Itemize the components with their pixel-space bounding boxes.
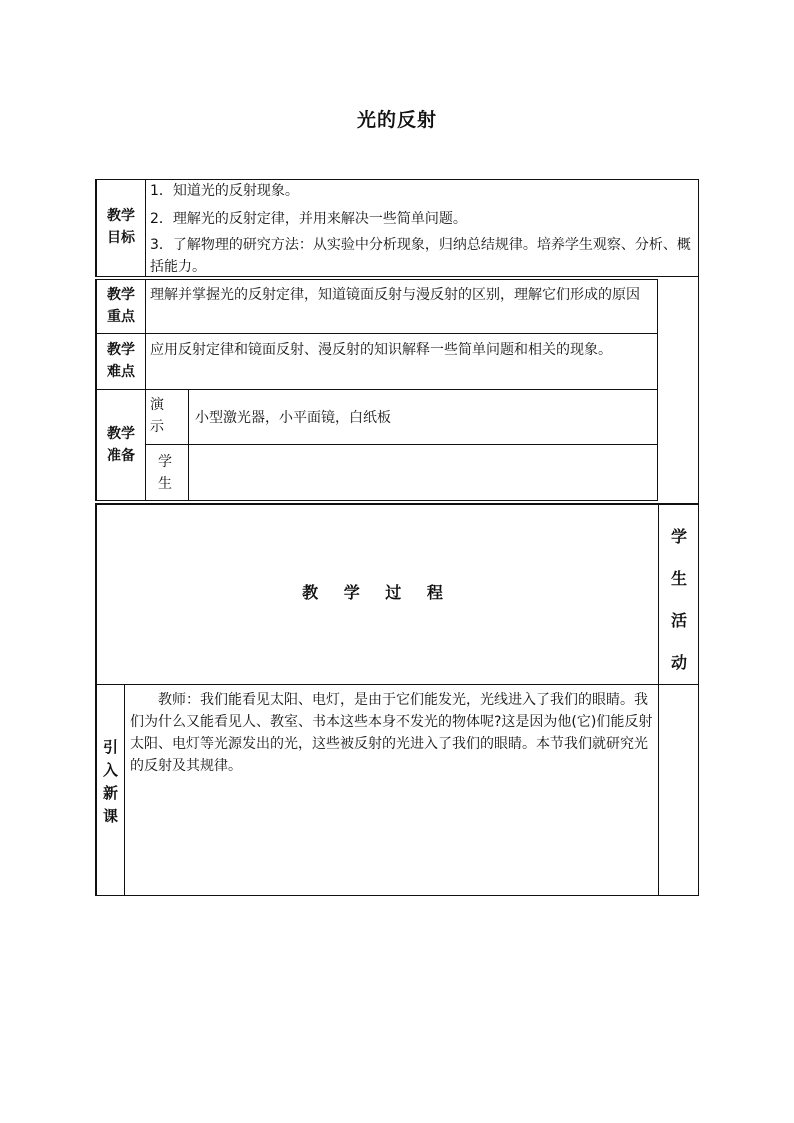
intro-label-char-3: 新 xyxy=(102,784,118,802)
student-activity-char-2: 生 xyxy=(670,569,687,588)
intro-label xyxy=(97,736,124,828)
demo-text: 小型激光器，小平面镜，白纸板 xyxy=(195,410,391,426)
objectives-item-1: 1．知道光的反射现象。 xyxy=(150,183,299,199)
student-activity-char-1: 学 xyxy=(670,527,687,546)
key-points-label-line1: 教学 xyxy=(107,287,135,303)
key-points-text: 理解并掌握光的反射定律，知道镜面反射与漫反射的区别，理解它们形成的原因 xyxy=(150,287,640,303)
preparation-label-line2: 准备 xyxy=(107,448,135,464)
objectives-label-line1: 教学 xyxy=(107,208,135,224)
demo-label-line1: 演 xyxy=(150,397,164,413)
difficulties-label xyxy=(97,339,145,383)
student-activity-char-3: 活 xyxy=(670,611,687,630)
key-points-label xyxy=(97,284,145,328)
student-label xyxy=(158,451,183,495)
intro-text: 教师：我们能看见太阳、电灯，是由于它们能发光，光线进入了我们的眼睛。我们为什么又能看见人、教室、书本这些本身不发光的物体呢?这是因为他(它)们能反射太阳、电灯等光源发出的光，这些被反射的光进入了我们的眼睛。本节我们就研究光的反射及其规律。 xyxy=(130,692,653,774)
key-points-label-line2: 重点 xyxy=(107,309,135,325)
intro-label-char-4: 课 xyxy=(102,807,118,825)
difficulties-text: 应用反射定律和镜面反射、漫反射的知识解释一些简单问题和相关的现象。 xyxy=(150,342,612,358)
difficulties-label-line2: 难点 xyxy=(107,364,135,380)
intro-label-char-1: 引 xyxy=(102,738,118,756)
objectives-item-2: 2．理解光的反射定律，并用来解决一些简单问题。 xyxy=(150,211,467,227)
document-title: 光的反射 xyxy=(356,109,437,131)
intro-label-char-2: 入 xyxy=(102,761,118,779)
objectives-label xyxy=(97,205,145,249)
process-heading: 教 学 过 程 xyxy=(302,583,453,602)
student-activity-char-4: 动 xyxy=(670,653,687,672)
student-label-line2: 生 xyxy=(158,476,172,492)
student-activity-label xyxy=(660,516,698,684)
student-label-line1: 学 xyxy=(158,454,172,470)
objectives-label-line2: 目标 xyxy=(107,230,135,246)
objectives-item-3: 3．了解物理的研究方法：从实验中分析现象，归纳总结规律。培养学生观察、分析、概括能力。 xyxy=(150,237,691,275)
demo-label xyxy=(150,394,184,438)
difficulties-label-line1: 教学 xyxy=(107,342,135,358)
preparation-label xyxy=(97,423,145,467)
preparation-label-line1: 教学 xyxy=(107,426,135,442)
demo-label-line2: 示 xyxy=(150,419,164,435)
